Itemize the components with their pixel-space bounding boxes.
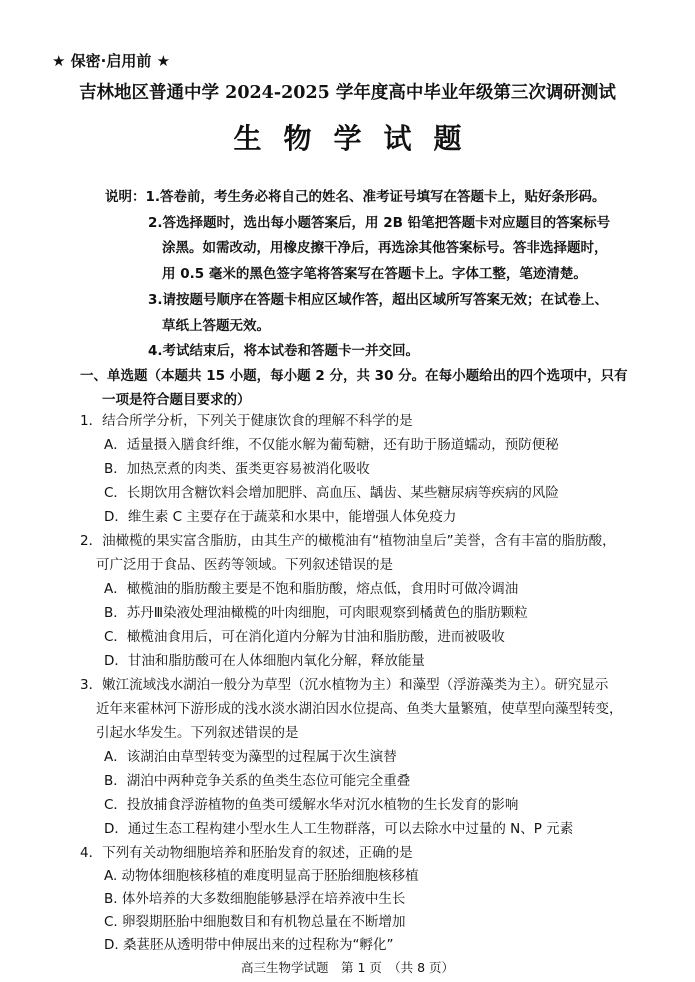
note-line-4: 用 0.5 毫米的黑色签字笔将答案写在答题卡上。字体工整，笔迹清楚。: [162, 266, 587, 282]
question-2-option-c: C．橄榄油食用后，可在消化道内分解为甘油和脂肪酸，进而被吸收: [104, 629, 505, 645]
question-4-option-d: D. 桑葚胚从透明带中伸展出来的过程称为“孵化”: [104, 937, 394, 953]
question-4-stem: 4．下列有关动物细胞培养和胚胎发育的叙述，正确的是: [80, 845, 413, 861]
note-line-7: 4.考试结束后，将本试卷和答题卡一并交回。: [148, 343, 420, 359]
exam-header: 吉林地区普通中学 2024-2025 学年度高中毕业年级第三次调研测试: [79, 83, 616, 103]
question-1-option-a: A．适量摄入膳食纤维，不仅能水解为葡萄糖，还有助于肠道蠕动，预防便秘: [104, 437, 559, 453]
note-line-1: 说明：1.答卷前，考生务必将自己的姓名、准考证号填写在答题卡上，贴好条形码。: [105, 189, 606, 205]
question-2-option-b: B．苏丹Ⅲ染液处理油橄榄的叶肉细胞，可肉眼观察到橘黄色的脂肪颗粒: [104, 605, 528, 621]
question-4-option-a: A. 动物体细胞核移植的难度明显高于胚胎细胞核移植: [104, 868, 419, 884]
question-2-stem: 2．油橄榄的果实富含脂肪，由其生产的橄榄油有“植物油皇后”美誉，含有丰富的脂肪酸，: [80, 533, 616, 549]
note-line-5: 3.请按题号顺序在答题卡相应区域作答，超出区域所写答案无效；在试卷上、: [148, 292, 609, 308]
question-3-option-a: A．该湖泊由草型转变为藻型的过程属于次生演替: [104, 749, 397, 765]
question-4-option-c: C. 卵裂期胚胎中细胞数目和有机物总量在不断增加: [104, 914, 406, 930]
question-2-option-a: A．橄榄油的脂肪酸主要是不饱和脂肪酸，熔点低，食用时可做冷调油: [104, 581, 519, 597]
question-1-option-d: D．维生素 C 主要存在于蔬菜和水果中，能增强人体免疫力: [104, 509, 457, 525]
question-2-option-d: D．甘油和脂肪酸可在人体细胞内氧化分解，释放能量: [104, 653, 425, 669]
question-3-stem-cont-1: 近年来霍林河下游形成的浅水淡水湖泊因水位提高、鱼类大量繁殖，使草型向藻型转变，: [96, 701, 623, 717]
question-3-stem: 3．嫩江流域浅水湖泊一般分为草型（沉水植物为主）和藻型（浮游藻类为主）。研究显示: [80, 677, 609, 693]
question-3-stem-cont-2: 引起水华发生。下列叙述错误的是: [96, 725, 299, 741]
question-4-option-b: B. 体外培养的大多数细胞能够悬浮在培养液中生长: [104, 891, 406, 907]
section-heading: 一、单选题（本题共 15 小题，每小题 2 分，共 30 分。在每小题给出的四个选项中，只有: [80, 368, 628, 384]
exam-title: 生物学试题: [233, 122, 484, 155]
question-2-stem-cont: 可广泛用于食品、医药等领域。下列叙述错误的是: [96, 557, 393, 573]
question-1-option-b: B．加热烹煮的肉类、蛋类更容易被消化吸收: [104, 461, 370, 477]
note-line-3: 涂黑。如需改动，用橡皮擦干净后，再选涂其他答案标号。答非选择题时，: [162, 240, 608, 256]
confidential-mark: ★ 保密·启用前 ★: [52, 52, 171, 70]
question-1-option-c: C．长期饮用含糖饮料会增加肥胖、高血压、龋齿、某些糖尿病等疾病的风险: [104, 485, 559, 501]
question-3-option-d: D．通过生态工程构建小型水生人工生物群落，可以去除水中过量的 N、P 元素: [104, 821, 574, 837]
question-3-option-c: C．投放捕食浮游植物的鱼类可缓解水华对沉水植物的生长发育的影响: [104, 797, 519, 813]
page-footer: 高三生物学试题 第 1 页 （共 8 页）: [240, 960, 455, 975]
note-line-2: 2.答选择题时，选出每小题答案后，用 2B 铅笔把答题卡对应题目的答案标号: [148, 215, 611, 231]
note-line-6: 草纸上答题无效。: [162, 318, 270, 334]
question-1-stem: 1．结合所学分析，下列关于健康饮食的理解不科学的是: [80, 413, 413, 429]
section-heading-cont: 一项是符合题目要求的）: [102, 392, 251, 408]
question-3-option-b: B．湖泊中两种竞争关系的鱼类生态位可能完全重叠: [104, 773, 411, 789]
